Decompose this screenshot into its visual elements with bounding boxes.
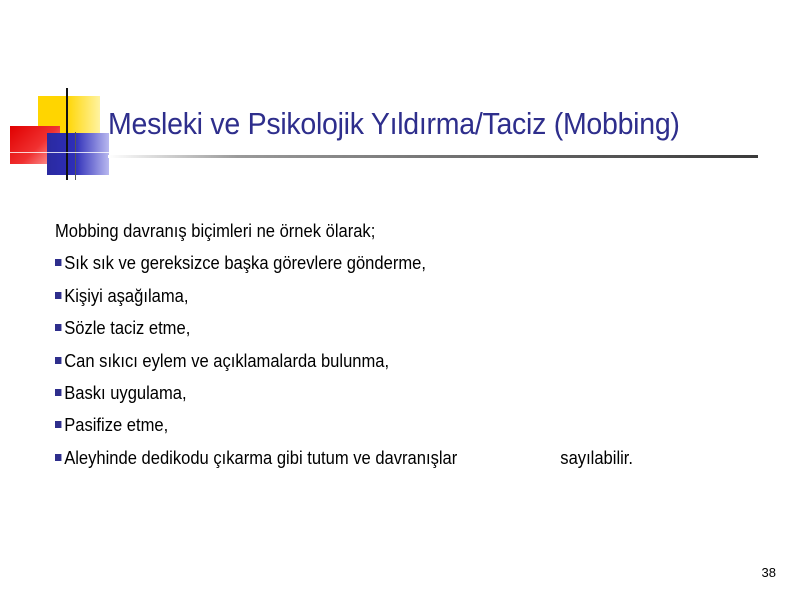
list-item [55, 282, 699, 314]
list-item-text: Sözle taciz etme, [64, 318, 191, 339]
list-item-text: Can sıkıcı eylem ve açıklamalarda bulunma, [64, 350, 390, 371]
square-bullet-icon [55, 389, 61, 396]
vertical-line-thin [75, 132, 76, 180]
intro-line: Mobbing davranış biçimleri ne örnek ölarak; [55, 221, 376, 241]
title-underline [108, 155, 758, 158]
list-item [55, 249, 699, 281]
page-number: 38 [761, 565, 776, 580]
square-bullet-icon [55, 292, 61, 299]
list-item [55, 347, 699, 379]
list-item-text: Sık sık ve gereksizce başka görevlere gönderme, [64, 253, 426, 274]
horizontal-line [10, 152, 110, 153]
vertical-line [66, 88, 68, 180]
list-item-text: Baskı uygulama, [64, 382, 187, 403]
square-bullet-icon [55, 324, 61, 331]
square-bullet-icon [55, 454, 61, 461]
list-item [55, 379, 699, 411]
square-bullet-icon [55, 259, 61, 266]
square-bullet-icon [55, 421, 61, 428]
decorative-squares-logo [0, 0, 130, 190]
slide-body [55, 217, 755, 476]
list-item-tail: sayılabilir. [560, 447, 634, 468]
square-bullet-icon [55, 357, 61, 364]
slide-title: Mesleki ve Psikolojik Yıldırma/Taciz (Mobbing) [108, 106, 680, 141]
blue-square [47, 133, 109, 175]
list-item-text: Aleyhinde dedikodu çıkarma gibi tutum ve davranışlar [64, 447, 458, 468]
list-item [55, 444, 699, 476]
list-item [55, 314, 699, 346]
list-item-text: Kişiyi aşağılama, [64, 285, 189, 306]
list-item-text: Pasifize etme, [64, 415, 169, 436]
list-item [55, 411, 699, 443]
